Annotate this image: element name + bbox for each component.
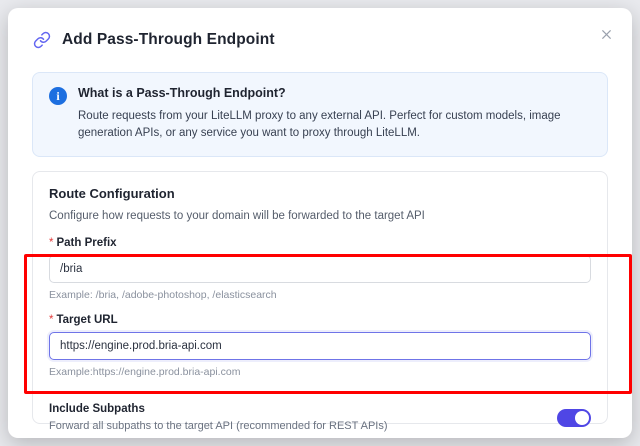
include-subpaths-label: Include Subpaths bbox=[49, 403, 145, 416]
path-prefix-label-text: Path Prefix bbox=[56, 237, 117, 250]
route-configuration-title: Route Configuration bbox=[49, 186, 175, 202]
target-url-input[interactable] bbox=[49, 332, 591, 360]
path-prefix-label bbox=[49, 237, 591, 249]
required-marker: * bbox=[49, 314, 54, 327]
info-banner-title: What is a Pass-Through Endpoint? bbox=[78, 86, 286, 100]
info-banner-body: Route requests from your LiteLLM proxy to any external API. Perfect for custom models, image generation APIs, or any service you want to proxy through LiteLLM. bbox=[78, 110, 561, 139]
target-url-label bbox=[49, 314, 591, 326]
required-marker: * bbox=[49, 237, 54, 250]
path-prefix-hint: Example: /bria, /adobe-photoshop, /elasticsearch bbox=[49, 289, 277, 302]
include-subpaths-description: Forward all subpaths to the target API (recommended for REST APIs) bbox=[49, 420, 388, 433]
include-subpaths-toggle[interactable] bbox=[557, 409, 591, 427]
target-url-hint: Example:https://engine.prod.bria-api.com bbox=[49, 366, 241, 379]
route-configuration-card bbox=[32, 171, 608, 433]
close-icon[interactable] bbox=[596, 24, 616, 44]
toggle-knob bbox=[575, 411, 589, 425]
path-prefix-field bbox=[49, 237, 591, 301]
target-url-field bbox=[49, 314, 591, 378]
page-title: Add Pass-Through Endpoint bbox=[62, 31, 275, 48]
link-icon bbox=[32, 30, 52, 50]
info-icon: i bbox=[49, 87, 67, 105]
path-prefix-input[interactable] bbox=[49, 255, 591, 283]
include-subpaths-row bbox=[49, 392, 591, 432]
info-banner bbox=[32, 72, 608, 157]
route-configuration-subtitle: Configure how requests to your domain will be forwarded to the target API bbox=[49, 210, 425, 223]
target-url-label-text: Target URL bbox=[56, 314, 118, 327]
add-pass-through-endpoint-modal bbox=[8, 8, 632, 438]
modal-header bbox=[8, 8, 632, 64]
